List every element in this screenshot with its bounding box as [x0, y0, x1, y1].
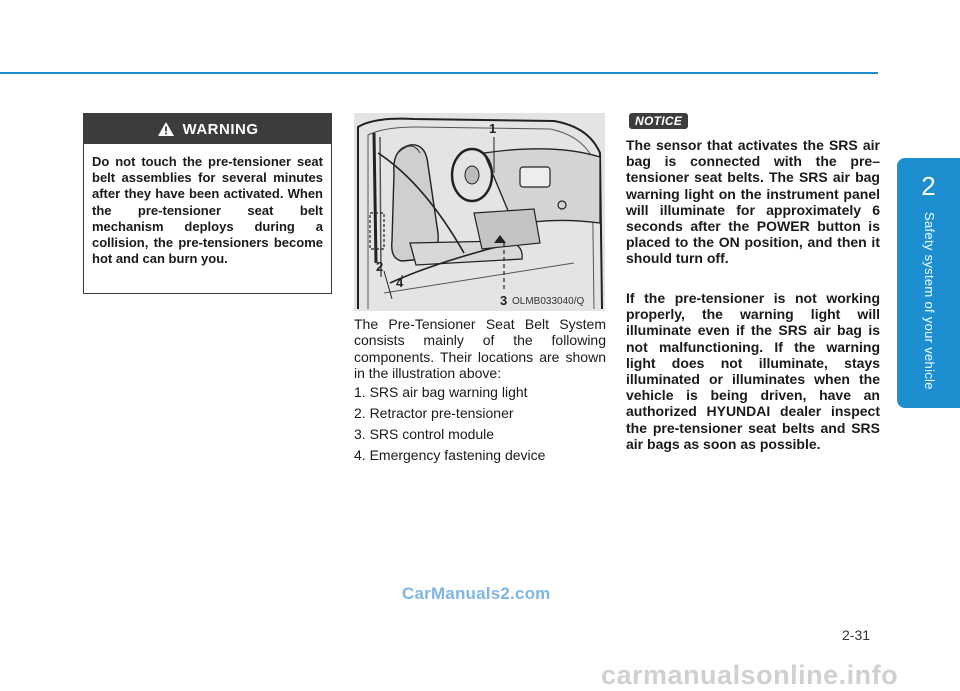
warning-box: [83, 113, 332, 294]
callout-3: 3: [500, 293, 508, 308]
figure-code: OLMB033040/Q: [512, 296, 585, 307]
warning-title: WARNING: [182, 120, 259, 138]
warning-header: [84, 114, 331, 144]
watermark-link[interactable]: CarManuals2.com: [402, 584, 551, 603]
callout-1: 1: [489, 121, 497, 136]
warning-triangle-icon: [157, 121, 175, 137]
warning-text: Do not touch the pre-tensioner seat belt assemblies for several minutes after they have been activated. When the pre-tensioner seat belt mechanism deploys during a collision, the pre-tensioners become hot and can burn you.: [92, 154, 323, 267]
notice-paragraph: The sensor that activates the SRS air bag is connected with the pre–tensioner seat belts. The SRS air bag warning light on the instrument panel will illuminate for approximately 6 seconds after the POWER button is placed to the ON position, and then it should turn off.: [626, 137, 880, 267]
footer-watermark: carmanualsonline.info: [601, 660, 899, 690]
intro-paragraph: The Pre-Tensioner Seat Belt System consists mainly of the following components. Their locations are shown in the illustration above:: [354, 316, 606, 381]
header-rule: [0, 72, 878, 74]
notice-paragraph: If the pre-tensioner is not working properly, the warning light will illuminate even if the SRS air bag is not malfunctioning. If the warning light does not illuminate, stays illuminated or illuminates when the vehicle is being driven, have an authorized HYUNDAI dealer inspect the pre-tensioner seat belts and SRS air bags as soon as possible.: [626, 290, 880, 452]
chapter-number: 2: [921, 171, 936, 201]
car-interior-drawing: [354, 113, 605, 311]
component-list: [354, 384, 606, 468]
chapter-title: Safety system of your vehicle: [922, 212, 937, 390]
list-item: 1. SRS air bag warning light: [354, 384, 528, 400]
callout-4: 4: [396, 275, 404, 290]
page-number: 2-31: [842, 627, 871, 643]
notice-badge: NOTICE: [629, 113, 688, 129]
callout-2: 2: [376, 259, 384, 274]
list-item: 4. Emergency fastening device: [354, 447, 546, 463]
chapter-tab[interactable]: [897, 158, 960, 408]
list-item: 3. SRS control module: [354, 426, 495, 442]
seat-belt-illustration: [354, 113, 605, 311]
list-item: 2. Retractor pre-tensioner: [354, 405, 514, 421]
